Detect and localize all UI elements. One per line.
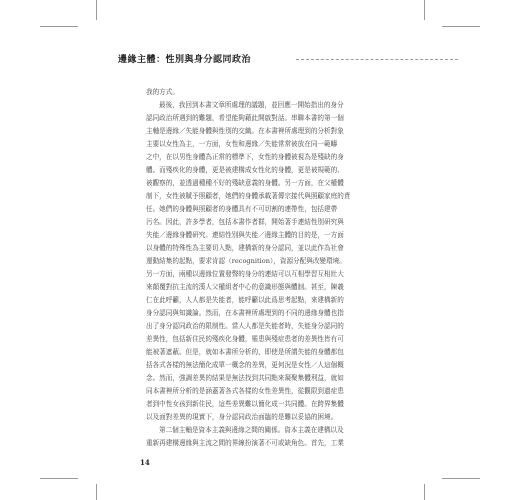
text-line: 我的方式。 [146, 88, 179, 96]
crop-mark [442, 26, 480, 27]
page-number: 14 [140, 458, 150, 467]
text-line: 來顛覆對抗主流的漢人父權組者中心的意識形態與體制。甚至，陳羲 [146, 283, 344, 291]
text-line: 重新再建構邊緣與主流之間的界線扮演著不可或缺角色。首先，工業 [146, 439, 344, 447]
crop-mark [96, 0, 97, 20]
text-line: 之中，在以男性身體為正常的標準下，女性的身體被視為是殘缺的身 [146, 153, 344, 161]
crop-mark [96, 484, 97, 500]
text-line: 認同政治所遇到的難題，希望能夠藉此開啟對話。串聯本書的第一個 [146, 114, 344, 122]
text-line: 同本書裡所分析的是涵蓋著各式各樣的女性差異性，從觀限到遺症患 [146, 387, 344, 395]
running-header [118, 52, 458, 70]
crop-mark [40, 478, 78, 479]
text-line: 制下，女性被賦予照顧者，她們的身體承載著傳宗接代與照顧家庭的責 [146, 192, 351, 200]
text-line: 體。而殘疾化的身體，更是被建構成女性化的身體，更是被規範的、 [146, 166, 344, 174]
text-line: 運動結集的起點，要求肯認（recognition），資源分配與改變環境。 [146, 257, 346, 265]
text-line: 污名。因此，許多學者，包括本書作者群，開始著手連結性別研究與 [146, 218, 344, 226]
text-line: 主軸是邊緣／失能身體與性別的交織。在本書裡所處理到的分析對象 [146, 127, 344, 135]
crop-mark [424, 484, 425, 500]
text-line: 者到中性女孩到新住民，這些差異難以簡化成一共同體。在跨界集體 [146, 400, 344, 408]
crop-mark [442, 478, 480, 479]
crop-mark [40, 26, 78, 27]
text-line: 身分認同與知識論。然而，在本書裡所處理到的不同的邊緣身體也指 [146, 309, 344, 317]
text-line: 最後，我回到本書文章所處理的議題，並回應一開始指出的身分 [159, 101, 344, 109]
text-line: 以身體的特殊性為主要切入點，建構新的身分認同，並以此作為社會 [146, 244, 344, 252]
text-line: 失能／邊緣身體研究。連結性別與失能／邊緣主體的目的是，一方面 [146, 231, 344, 239]
text-line: 括各式各樣的無法簡化成單一概念的差異，更何況是女性／人這個概 [146, 361, 344, 369]
running-title: 邊緣主體：性別與身分認同政治 [118, 55, 252, 65]
text-line: 以及面對差異的現實下，身分認同政治面臨的是難以妥協的困境。 [146, 413, 338, 421]
text-line: 仁在此呼籲，人人都是失能者，能呼籲以此爲思考起點，來建構新的 [146, 296, 344, 304]
body-text [146, 86, 390, 446]
text-line: 念。然而，強調差異的結果是無法找到共同點來凝聚集體利益，就如 [146, 374, 344, 382]
text-line: 差異性，包括新住民的殘疾化身體，罹患與殘症患者的差異性皆有可 [146, 335, 344, 343]
text-line: 第二個主軸是資本主義與邊緣之間的關係。資本主義在建構以及 [159, 426, 344, 434]
text-line: 被觀察的，並透過種種不好的殘缺意義的身體。另一方面，在父權體 [146, 179, 344, 187]
text-line: 出了身分認同政治的限制性。當人人都是失能者時，失能身分認同的 [146, 322, 344, 330]
text-line: 另一方面，兩種以邊緣位置發聲的身分的連結可以互相學習互相壯大 [146, 270, 344, 278]
header-rule [296, 59, 458, 60]
text-line: 能被著遮蔽。但是，就如本書所分析的，即使是所謂失能的身體都包 [146, 348, 344, 356]
crop-mark [424, 0, 425, 20]
text-line: 主要以女性為主，一方面，女性和邊緣／失能常常被放在同一範疇 [146, 140, 338, 148]
text-line: 任。她們的身體與照顧者的身體具有不可切割的連帶性，包括建帶 [146, 205, 338, 213]
